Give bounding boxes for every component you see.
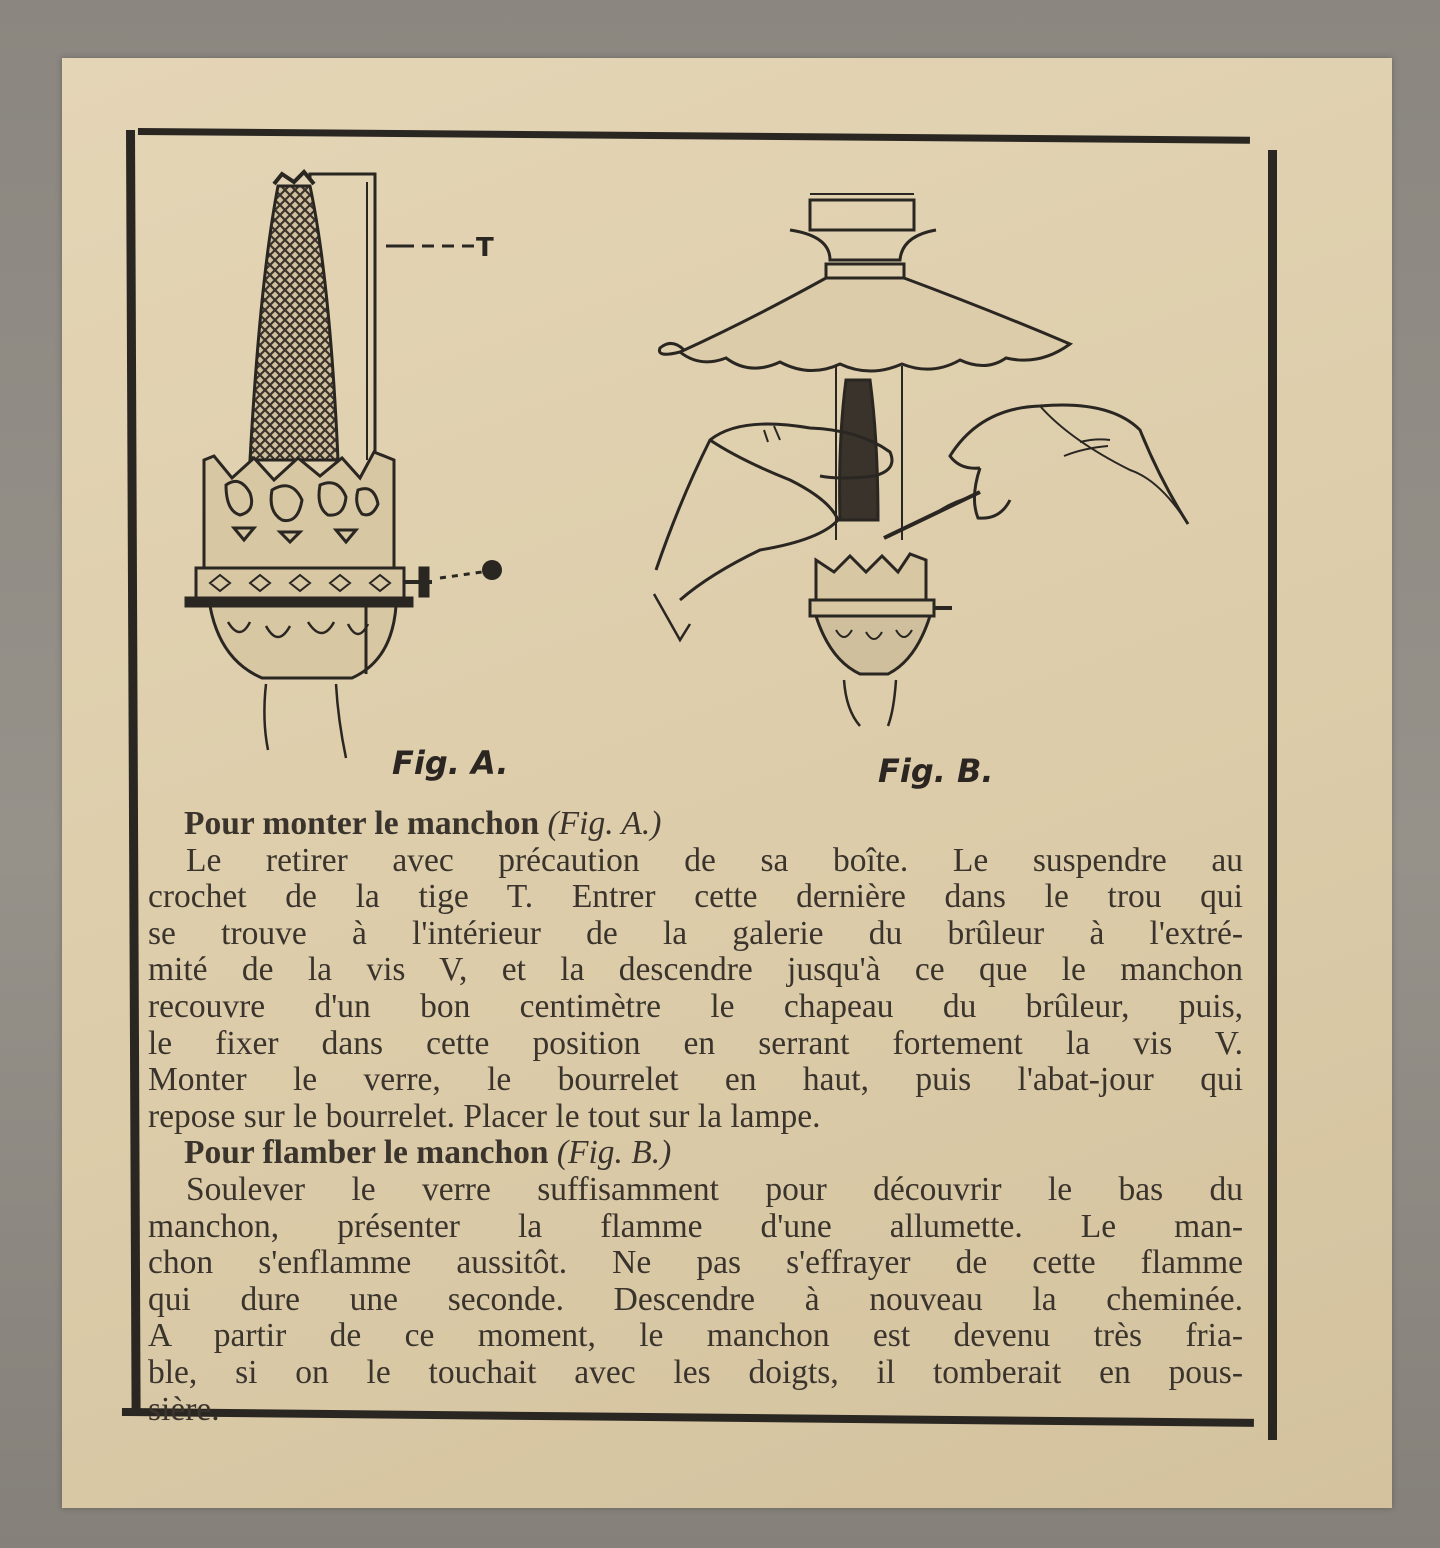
section-1-line: crochet de la tige T. Entrer cette dernière dans le trou qui	[148, 878, 1243, 916]
figure-b-caption: Fig. B.	[878, 752, 994, 790]
section-1-line: se trouve à l'intérieur de la galerie du brûleur à l'extré-	[148, 914, 1243, 952]
figure-b-illustration	[640, 180, 1200, 740]
section-1-line: mité de la vis V, et la descendre jusqu'à ce que le manchon	[148, 951, 1243, 989]
section-1-heading-main: Pour monter le manchon	[184, 805, 540, 842]
rod-label-t: T	[476, 233, 494, 263]
figure-a-illustration	[170, 160, 530, 770]
section-2-heading-main: Pour flamber le manchon	[184, 1134, 549, 1172]
figure-a-caption: Fig. A.	[392, 744, 509, 782]
section-2-line: ble, si on le touchait avec les doigts, il tomberait en pous-	[148, 1353, 1243, 1391]
section-2-line: A partir de ce moment, le manchon est devenu très fria-	[148, 1317, 1243, 1355]
section-2-line: chon s'enflamme aussitôt. Ne pas s'effrayer de cette flamme	[148, 1244, 1243, 1282]
frame-right	[1268, 150, 1277, 1440]
section-2-line: manchon, présenter la flamme d'une allumette. Le man-	[148, 1207, 1243, 1245]
section-1-heading	[148, 806, 1243, 843]
instructions-text	[148, 806, 1243, 1428]
section-2-line: sière.	[148, 1390, 220, 1428]
section-1-line: Le retirer avec précaution de sa boîte. Le suspendre au	[186, 841, 1243, 879]
section-1-heading-ref: (Fig. A.)	[547, 805, 662, 842]
section-1-line: Monter le verre, le bourrelet en haut, puis l'abat-jour qui	[148, 1061, 1243, 1099]
section-2-line: qui dure une seconde. Descendre à nouveau la cheminée.	[148, 1280, 1243, 1318]
section-1-line: le fixer dans cette position en serrant fortement la vis V.	[148, 1024, 1243, 1062]
section-1-line: repose sur le bourrelet. Placer le tout sur la lampe.	[148, 1097, 821, 1135]
section-2-line: Soulever le verre suffisamment pour découvrir le bas du	[186, 1170, 1243, 1208]
section-1-line: recouvre d'un bon centimètre le chapeau du brûleur, puis,	[148, 987, 1243, 1025]
section-2-heading	[148, 1135, 1243, 1172]
section-2-heading-ref: (Fig. B.)	[556, 1134, 672, 1172]
